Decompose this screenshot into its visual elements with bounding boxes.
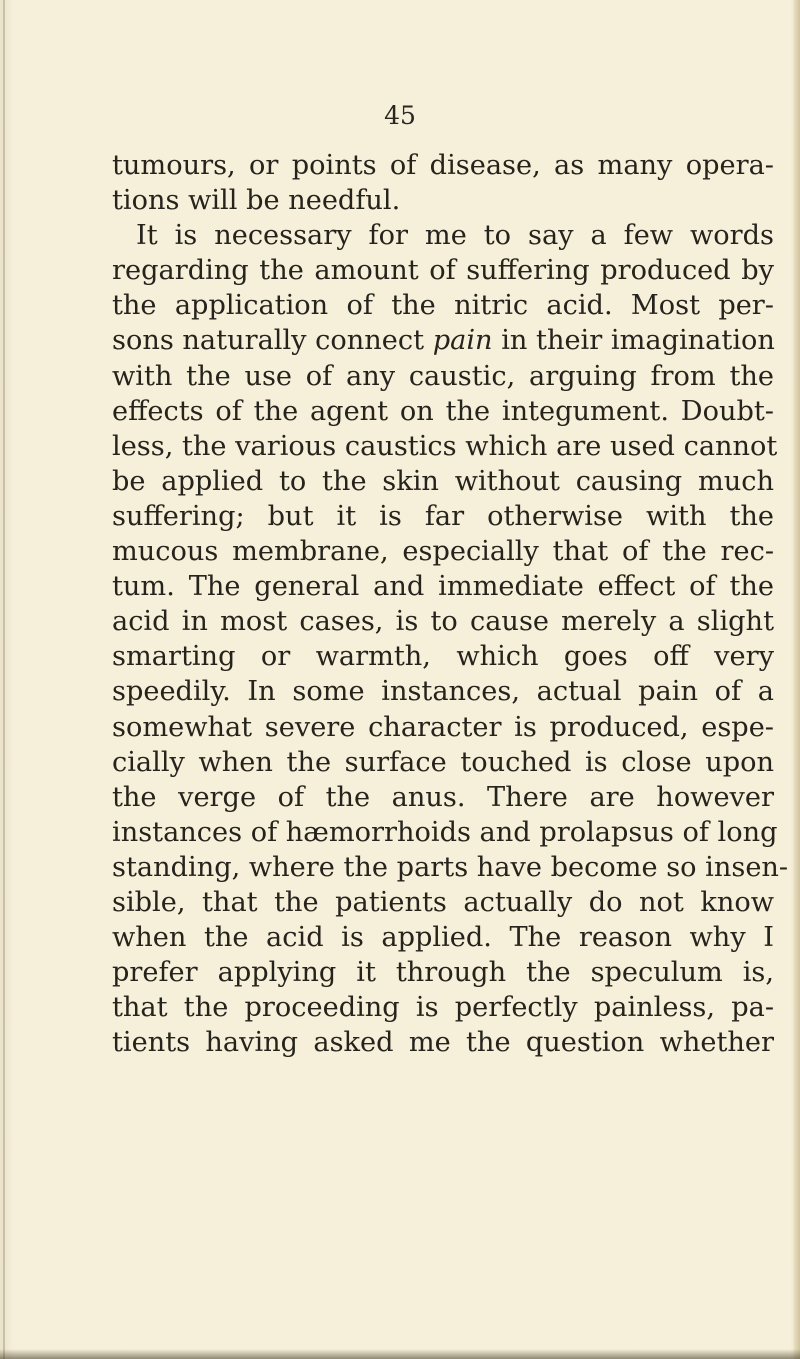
text-line: the application of the nitric acid. Most per- [112,290,774,322]
emphasized-word: pain [432,325,493,357]
text-line: be applied to the skin without causing much [112,465,774,497]
text-line: that the proceeding is perfectly painless, pa- [112,992,774,1024]
text-fragment: in their imagination [501,325,775,357]
text-line: regarding the amount of suffering produced by [112,255,774,287]
text-line: cially when the surface touched is close upon [112,746,774,778]
gutter-shadow [3,0,5,1359]
text-fragment: sons naturally connect [112,325,425,357]
text-line: when the acid is applied. The reason why I [112,922,774,954]
text-line: tum. The general and immediate effect of the [112,571,774,603]
text-line: standing, where the parts have become so insen- [112,851,789,883]
text-line: speedily. In some instances, actual pain of a [112,676,774,708]
text-line: the verge of the anus. There are however [112,781,774,813]
text-line: with the use of any caustic, arguing from the [112,360,774,392]
text-line-with-emphasis [112,323,774,358]
text-line: instances of hæmorrhoids and prolapsus of long [112,816,778,848]
text-line: tumours, or points of disease, as many opera- [112,150,774,181]
text-line: It is necessary for me to say a few words [136,220,774,252]
text-line: sible, that the patients actually do not know [112,886,774,918]
text-line: prefer applying it through the speculum is, [112,957,774,989]
page-number: 45 [384,101,416,130]
text-line: smarting or warmth, which goes off very [112,641,774,673]
text-line: acid in most cases, is to cause merely a slight [112,606,774,638]
text-line: tients having asked me the question whether [112,1027,774,1059]
text-line: less, the various caustics which are used cannot [112,430,778,462]
text-line: suffering; but it is far otherwise with the [112,500,774,532]
page-bottom-shadow [0,1349,800,1359]
text-line: mucous membrane, especially that of the rec- [112,536,774,568]
text-line: tions will be needful. [112,185,401,217]
text-line: effects of the agent on the integument. Doubt- [112,395,774,427]
body-text [112,148,789,1060]
text-line: somewhat severe character is produced, espe- [112,711,774,743]
page-edge [794,0,800,1359]
